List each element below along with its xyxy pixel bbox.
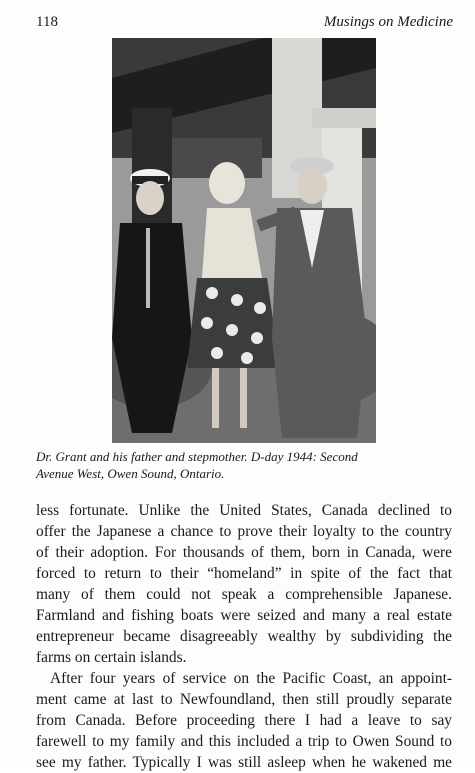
text-line: many of them could not speak a comprehensible Japanese.: [36, 586, 452, 603]
text-line: farewell to my family and this included a trip to Owen Sound to: [36, 733, 452, 750]
page-header: [36, 14, 453, 34]
text-line: from Canada. Before proceeding there I had a leave to say: [36, 712, 452, 729]
text-line: Farmland and fishing boats were seized and many a real estate: [36, 607, 452, 624]
text-line: see my father. Typically I was still asleep when he wakened me: [36, 754, 452, 771]
photograph: [112, 38, 376, 443]
text-line: offer the Japanese a chance to prove their loyalty to the country: [36, 523, 452, 540]
photo-caption: [36, 448, 456, 482]
text-line: After four years of service on the Pacific Coast, an appoint-: [50, 670, 452, 687]
body-text: [36, 500, 452, 773]
text-line: ment came at last to Newfoundland, then still proudly separate: [36, 691, 452, 708]
caption-line: Avenue West, Owen Sound, Ontario.: [36, 466, 225, 481]
text-line: farms on certain islands.: [36, 649, 187, 666]
running-head: Musings on Medicine: [323, 14, 453, 30]
text-line: of their adoption. For thousands of them, born in Canada, were: [36, 544, 452, 561]
text-line: entrepreneur became disagreeably wealthy by subdividing the: [36, 628, 452, 645]
caption-line: Dr. Grant and his father and stepmother. D-day 1944: Second: [36, 449, 358, 464]
text-line: forced to return to their “homeland” in spite of the fact that: [36, 565, 452, 582]
text-line: less fortunate. Unlike the United States, Canada declined to: [36, 502, 452, 519]
page-number: 118: [36, 14, 58, 30]
